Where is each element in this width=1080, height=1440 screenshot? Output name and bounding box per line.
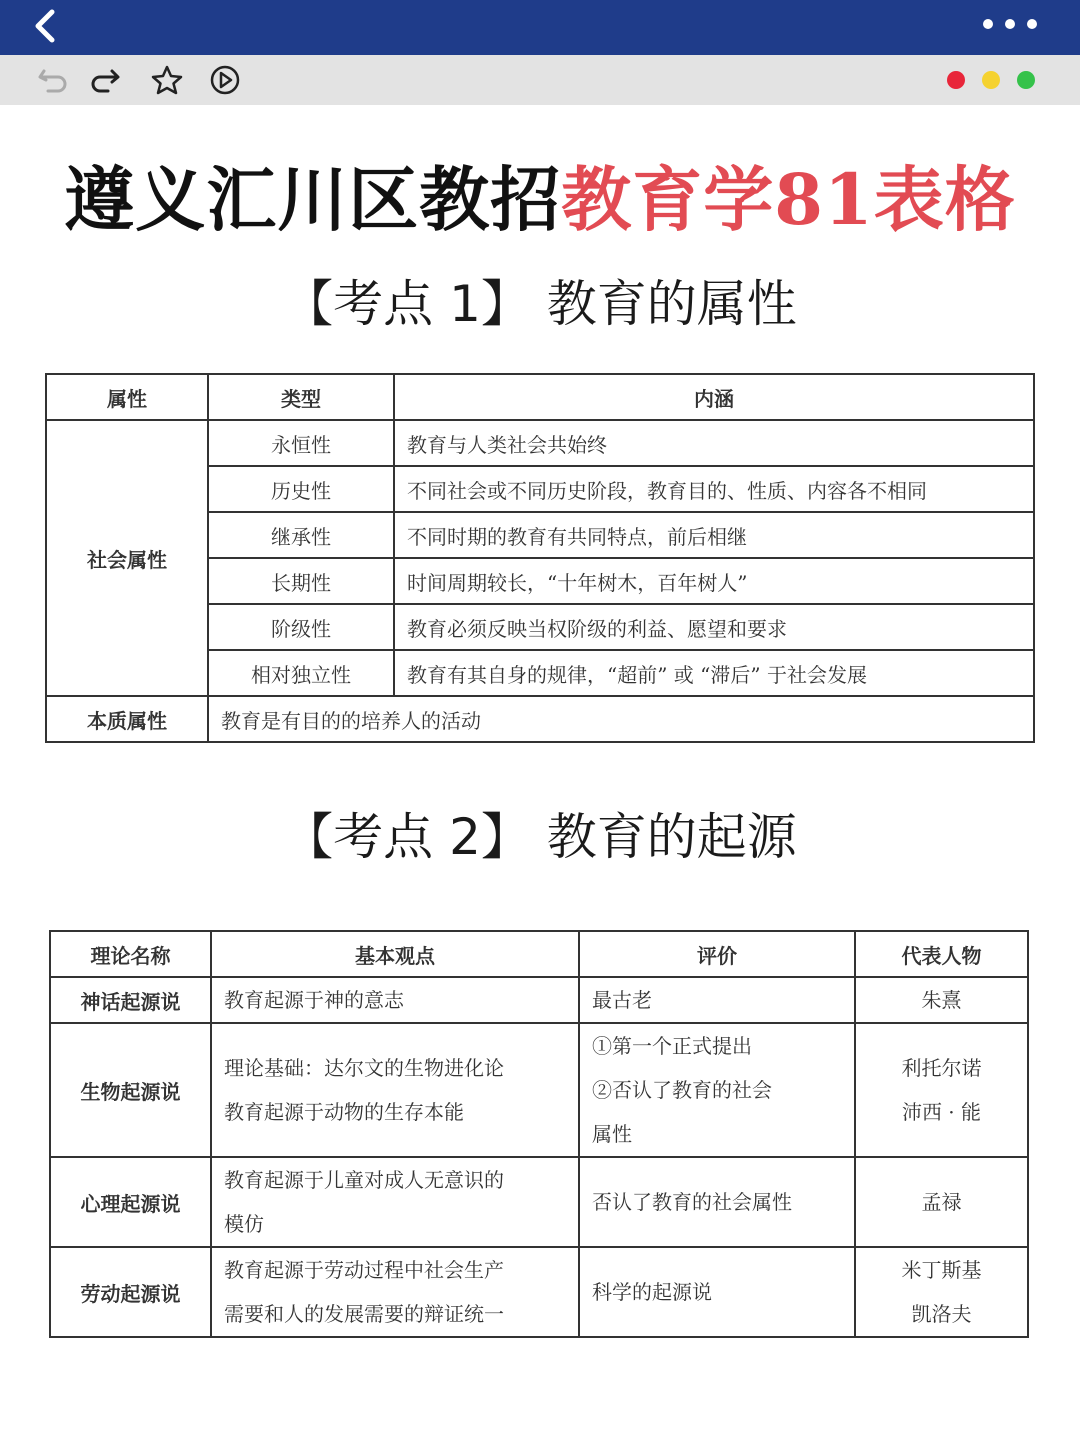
- header-basic-view: 基本观点: [211, 931, 579, 977]
- people-line: 孟禄: [921, 1190, 962, 1214]
- undo-icon[interactable]: [36, 65, 70, 95]
- type-cell: 历史性: [208, 466, 394, 512]
- view-cell: [211, 1247, 579, 1337]
- green-dot: [1017, 71, 1035, 89]
- type-cell: 继承性: [208, 512, 394, 558]
- header-attribute: 属性: [46, 374, 208, 420]
- people-line: 沛西 · 能: [901, 1100, 982, 1124]
- origin-table: [49, 930, 1029, 1338]
- section1-heading: 【考点 1】 教育的属性: [283, 275, 797, 333]
- play-circle-icon[interactable]: [208, 65, 242, 95]
- view-line: 模仿: [224, 1212, 264, 1236]
- title-red-part: 教育学81表格: [561, 158, 1016, 241]
- people-cell: [855, 1023, 1028, 1157]
- theory-name-cell: 劳动起源说: [50, 1247, 211, 1337]
- essence-text: 教育是有目的的培养人的活动: [208, 696, 1034, 742]
- back-chevron-icon[interactable]: [28, 6, 68, 46]
- essence-attribute-label: 本质属性: [46, 696, 208, 742]
- eval-cell: [579, 1247, 855, 1337]
- view-line: 教育起源于儿童对成人无意识的: [224, 1168, 504, 1192]
- meaning-cell: 教育有其自身的规律，“超前” 或 “滞后” 于社会发展: [394, 650, 1034, 696]
- redo-icon[interactable]: [88, 65, 122, 95]
- header-meaning: 内涵: [394, 374, 1034, 420]
- title-black-part: 遵义汇川区教招: [64, 158, 562, 241]
- type-cell: 长期性: [208, 558, 394, 604]
- red-dot: [947, 71, 965, 89]
- more-dots-icon[interactable]: [980, 14, 1040, 34]
- table-row: [50, 1157, 1028, 1247]
- eval-line: 最古老: [592, 988, 652, 1012]
- view-line: 理论基础：达尔文的生物进化论: [224, 1056, 504, 1080]
- header-type: 类型: [208, 374, 394, 420]
- view-line: 教育起源于劳动过程中社会生产: [224, 1258, 504, 1282]
- eval-line: ②否认了教育的社会: [592, 1078, 772, 1102]
- people-cell: [855, 1247, 1028, 1337]
- view-cell: [211, 1157, 579, 1247]
- meaning-cell: 不同时期的教育有共同特点，前后相继: [394, 512, 1034, 558]
- table-row: [50, 1023, 1028, 1157]
- table-row: [50, 1247, 1028, 1337]
- eval-cell: [579, 1023, 855, 1157]
- header-theory-name: 理论名称: [50, 931, 211, 977]
- table-header-row: [50, 931, 1028, 977]
- table-row: [46, 696, 1034, 742]
- eval-line: 属性: [592, 1122, 632, 1146]
- section2-heading: 【考点 2】 教育的起源: [283, 808, 797, 866]
- yellow-dot: [982, 71, 1000, 89]
- table-row: [50, 977, 1028, 1023]
- view-cell: [211, 977, 579, 1023]
- people-line: 朱熹: [921, 988, 962, 1012]
- attributes-table: [45, 373, 1035, 743]
- type-cell: 相对独立性: [208, 650, 394, 696]
- eval-cell: [579, 977, 855, 1023]
- meaning-cell: 教育必须反映当权阶级的利益、愿望和要求: [394, 604, 1034, 650]
- star-icon[interactable]: [150, 65, 184, 95]
- people-line: 米丁斯基: [901, 1258, 982, 1282]
- theory-name-cell: 神话起源说: [50, 977, 211, 1023]
- view-line: 需要和人的发展需要的辩证统一: [224, 1302, 504, 1326]
- view-cell: [211, 1023, 579, 1157]
- theory-name-cell: 生物起源说: [50, 1023, 211, 1157]
- header-evaluation: 评价: [579, 931, 855, 977]
- toolbar: [0, 55, 1080, 105]
- theory-name-cell: 心理起源说: [50, 1157, 211, 1247]
- meaning-cell: 教育与人类社会共始终: [394, 420, 1034, 466]
- people-cell: [855, 1157, 1028, 1247]
- top-nav-bar: [0, 0, 1080, 55]
- meaning-cell: 时间周期较长，“十年树木，百年树人”: [394, 558, 1034, 604]
- view-line: 教育起源于神的意志: [224, 988, 404, 1012]
- eval-line: 否认了教育的社会属性: [592, 1190, 792, 1214]
- people-line: 利托尔诺: [901, 1056, 982, 1080]
- meaning-cell: 不同社会或不同历史阶段，教育目的、性质、内容各不相同: [394, 466, 1034, 512]
- view-line: 教育起源于动物的生存本能: [224, 1100, 464, 1124]
- eval-cell: [579, 1157, 855, 1247]
- table-header-row: [46, 374, 1034, 420]
- type-cell: 阶级性: [208, 604, 394, 650]
- eval-line: ①第一个正式提出: [592, 1034, 752, 1058]
- eval-line: 科学的起源说: [592, 1280, 712, 1304]
- type-cell: 永恒性: [208, 420, 394, 466]
- people-cell: [855, 977, 1028, 1023]
- social-attribute-label: 社会属性: [46, 420, 208, 696]
- page-title: [0, 152, 1080, 248]
- people-line: 凯洛夫: [911, 1302, 972, 1326]
- header-representatives: 代表人物: [855, 931, 1028, 977]
- table-row: [46, 420, 1034, 466]
